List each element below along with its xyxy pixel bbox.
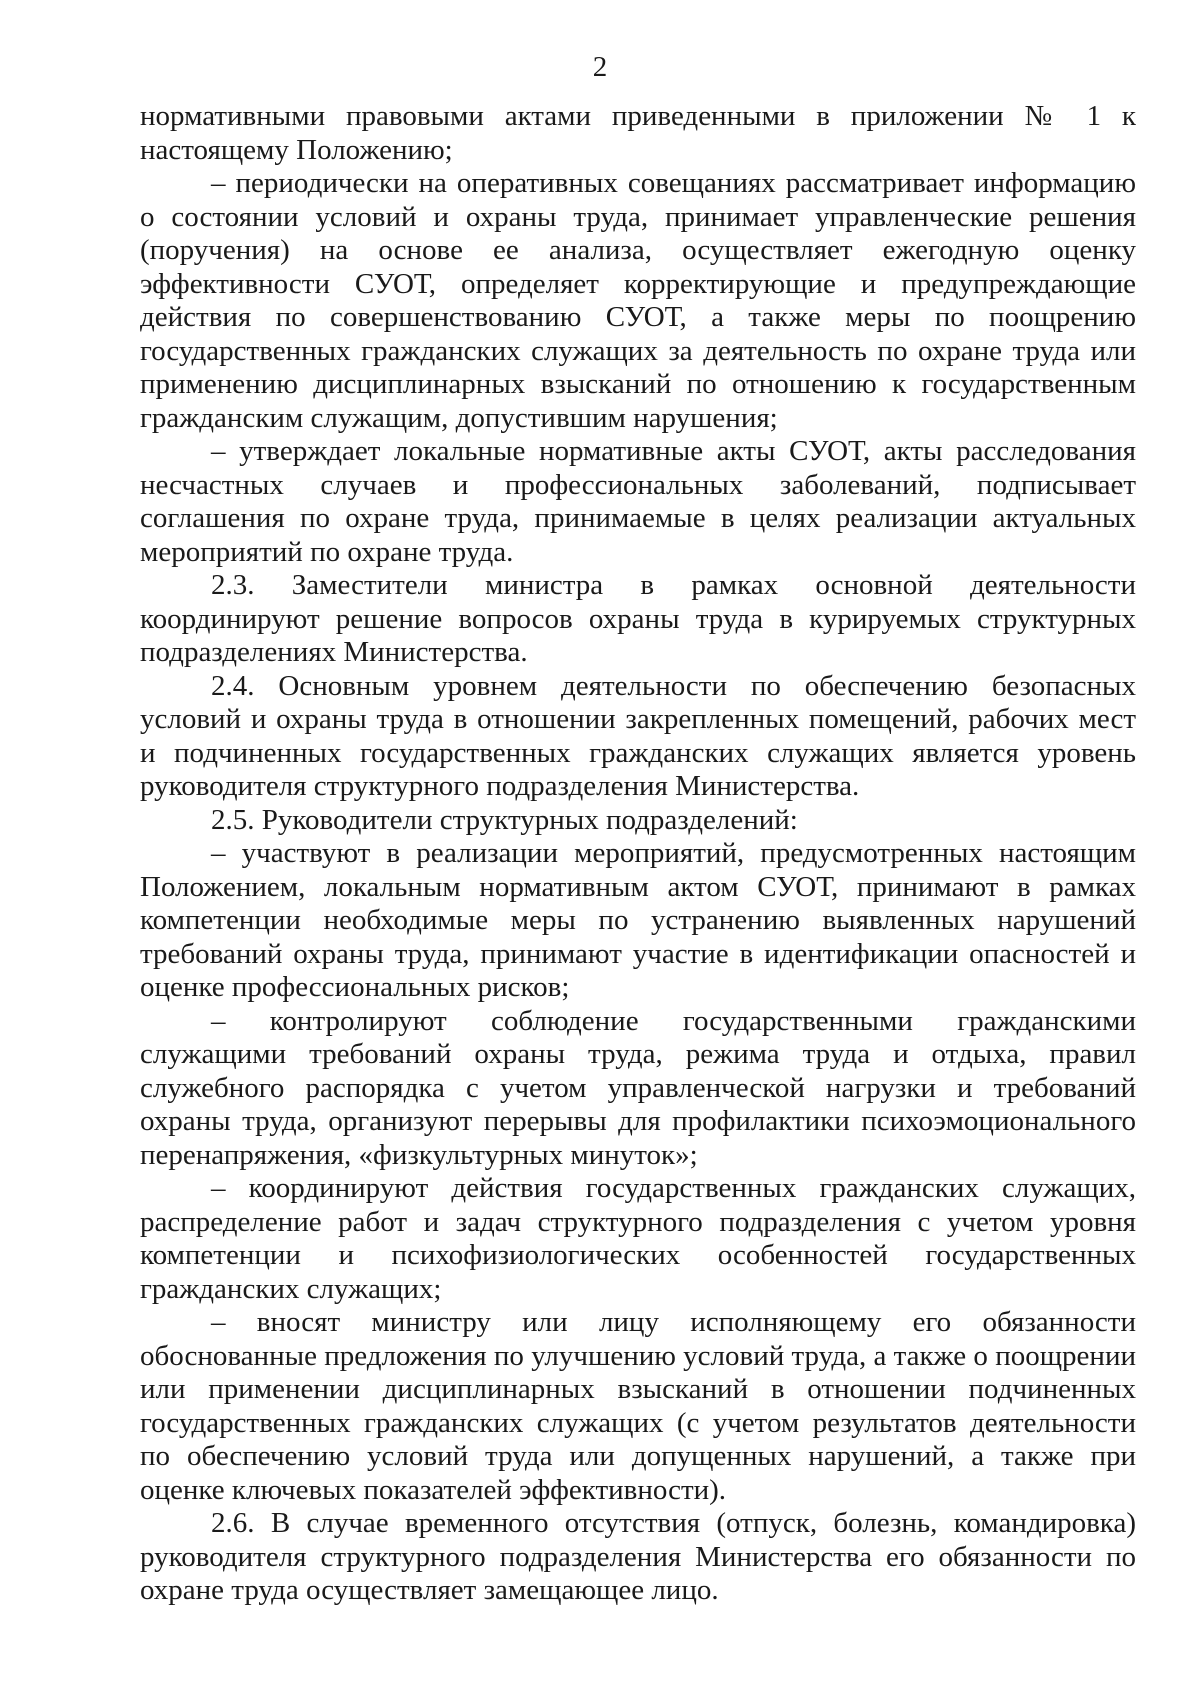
list-item-review-conditions: – периодически на оперативных совещаниях рассматривает информацию о состоянии условий и охраны труда, принимает управленческие решения (поручения) на основе ее анализа, осуществляет ежегодную оценку эффективности СУОТ, определяет корректирующие и предупреждающие действия по совершенствованию СУОТ, а также меры по поощрению государственных гражданских служащих за деятельность по охране труда или применению дисциплинарных взысканий по отношению к государственным гражданским служащим, допустившим нарушения; bbox=[140, 167, 1136, 434]
paragraph-2-4: 2.4. Основным уровнем деятельности по обеспечению безопасных условий и охраны труда в отношении закрепленных помещений, рабочих мест и подчиненных государственных гражданских служащих является уровень руководителя структурного подразделения Министерства. bbox=[140, 669, 1136, 802]
list-item-proposals: – вносят министру или лицу исполняющему его обязанности обоснованные предложения по улучшению условий труда, а также о поощрении или применении дисциплинарных взысканий в отношении подчиненных государственных гражданских служащих (с учетом результатов деятельности по обеспечению условий труда или допущенных нарушений, а также при оценке ключевых показателей эффективности). bbox=[140, 1306, 1136, 1506]
paragraph-2-5: 2.5. Руководители структурных подразделений: bbox=[211, 803, 798, 836]
paragraph-2-6: 2.6. В случае временного отсутствия (отпуск, болезнь, командировка) руководителя структурного подразделения Министерства его обязанности по охране труда осуществляет замещающее лицо. bbox=[140, 1507, 1136, 1606]
list-item-control: – контролируют соблюдение государственными гражданскими служащими требований охраны труда, режима труда и отдыха, правил служебного распорядка с учетом управленческой нагрузки и требований охраны труда, организуют перерывы для профилактики психоэмоционального перенапряжения, «физкультурных минуток»; bbox=[140, 1004, 1136, 1171]
list-item-participate: – участвуют в реализации мероприятий, предусмотренных настоящим Положением, локальным нормативным актом СУОТ, принимают в рамках компетенции необходимые меры по устранению выявленных нарушений требований охраны труда, принимают участие в идентификации опасностей и оценке профессиональных рисков; bbox=[140, 837, 1136, 1003]
list-item-approve-acts: – утверждает локальные нормативные акты СУОТ, акты расследования несчастных случаев и профессиональных заболеваний, подписывает соглашения по охране труда, принимаемые в целях реализации актуальных мероприятий по охране труда. bbox=[140, 435, 1136, 568]
paragraph-2-3: 2.3. Заместители министра в рамках основной деятельности координируют решение вопросов охраны труда в курируемых структурных подразделениях Министерства. bbox=[140, 569, 1136, 668]
page-number: 2 bbox=[592, 51, 608, 83]
paragraph-continuation: нормативными правовыми актами приведенными в приложении № 1 к настоящему Положению; bbox=[140, 100, 1136, 166]
document-body bbox=[140, 100, 1136, 1608]
list-item-coordinate: – координируют действия государственных гражданских служащих, распределение работ и задач структурного подразделения с учетом уровня компетенции и психофизиологических особенностей государственных гражданских служащих; bbox=[140, 1172, 1136, 1305]
